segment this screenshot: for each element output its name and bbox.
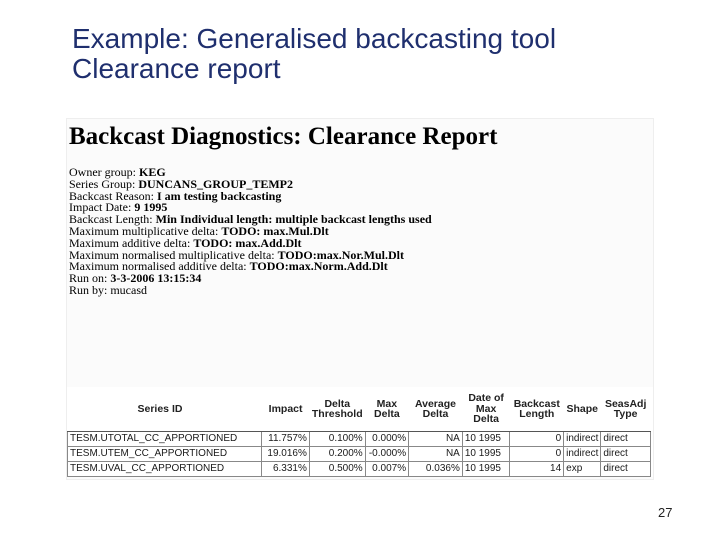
report-heading: Backcast Diagnostics: Clearance Report (69, 123, 498, 150)
table-row (68, 462, 651, 477)
meta-series-group: Series Group: DUNCANS_GROUP_TEMP2 (69, 176, 293, 191)
table-row (68, 432, 651, 447)
cell-series-id: TESM.UTEM_CC_APPORTIONED (68, 447, 262, 462)
cell-max-delta: 0.000% (365, 432, 408, 447)
cell-backcast-length: 0 (510, 447, 564, 462)
cell-date-of-max-delta: 10 1995 (462, 432, 510, 447)
cell-delta-threshold: 0.200% (309, 447, 365, 462)
cell-series-id: TESM.UTOTAL_CC_APPORTIONED (68, 432, 262, 447)
cell-impact: 11.757% (262, 432, 310, 447)
cell-seasadj-type: direct (601, 462, 651, 477)
col-header-seasadj-type: SeasAdj Type (601, 387, 651, 432)
meta-run-by: Run by: mucasd (69, 282, 147, 297)
cell-shape: indirect (564, 432, 601, 447)
slide-title-line-2: Clearance report (72, 53, 281, 84)
cell-shape: exp (564, 462, 601, 477)
col-header-backcast-length: Backcast Length (510, 387, 564, 432)
cell-impact: 19.016% (262, 447, 310, 462)
table-header-row (68, 387, 651, 432)
meta-max-additive-delta: Maximum additive delta: TODO: max.Add.Dlt (69, 235, 302, 250)
meta-backcast-length: Backcast Length: Min Individual length: multiple backcast lengths used (69, 212, 432, 227)
cell-average-delta: NA (409, 447, 463, 462)
meta-max-normalised-additive-delta: Maximum normalised additive delta: TODO:max.Norm.Add.Dlt (69, 259, 388, 274)
cell-shape: indirect (564, 447, 601, 462)
cell-max-delta: 0.007% (365, 462, 408, 477)
meta-owner-group: Owner group: KEG (69, 165, 166, 179)
cell-date-of-max-delta: 10 1995 (462, 447, 510, 462)
table-row (68, 447, 651, 462)
cell-delta-threshold: 0.500% (309, 462, 365, 477)
cell-backcast-length: 14 (510, 462, 564, 477)
col-header-impact: Impact (262, 387, 310, 432)
diagnostics-table (67, 387, 651, 477)
cell-average-delta: NA (409, 432, 463, 447)
meta-max-normalised-multiplicative-delta: Maximum normalised multiplicative delta: TODO:max.Nor.Mul.Dlt (69, 247, 404, 262)
cell-backcast-length: 0 (510, 432, 564, 447)
meta-backcast-reason: Backcast Reason: I am testing backcasting (69, 188, 282, 203)
diagnostics-table-container (67, 387, 653, 477)
cell-impact: 6.331% (262, 462, 310, 477)
cell-seasadj-type: direct (601, 432, 651, 447)
col-header-average-delta: Average Delta (409, 387, 463, 432)
cell-seasadj-type: direct (601, 447, 651, 462)
cell-date-of-max-delta: 10 1995 (462, 462, 510, 477)
report-metadata (69, 167, 649, 297)
meta-max-multiplicative-delta: Maximum multiplicative delta: TODO: max.Mul.Dlt (69, 223, 329, 238)
col-header-max-delta: Max Delta (365, 387, 408, 432)
slide-title (72, 24, 692, 84)
cell-delta-threshold: 0.100% (309, 432, 365, 447)
col-header-date-of-max-delta: Date of Max Delta (462, 387, 510, 432)
clearance-report-screenshot (66, 118, 654, 480)
col-header-delta-threshold: Delta Threshold (309, 387, 365, 432)
meta-run-on: Run on: 3-3-2006 13:15:34 (69, 271, 202, 286)
meta-impact-date: Impact Date: 9 1995 (69, 200, 168, 215)
col-header-shape: Shape (564, 387, 601, 432)
slide-title-line-1: Example: Generalised backcasting tool (72, 23, 557, 54)
cell-series-id: TESM.UVAL_CC_APPORTIONED (68, 462, 262, 477)
cell-average-delta: 0.036% (409, 462, 463, 477)
cell-max-delta: -0.000% (365, 447, 408, 462)
page-number: 27 (658, 505, 673, 520)
col-header-series-id: Series ID (68, 387, 262, 432)
